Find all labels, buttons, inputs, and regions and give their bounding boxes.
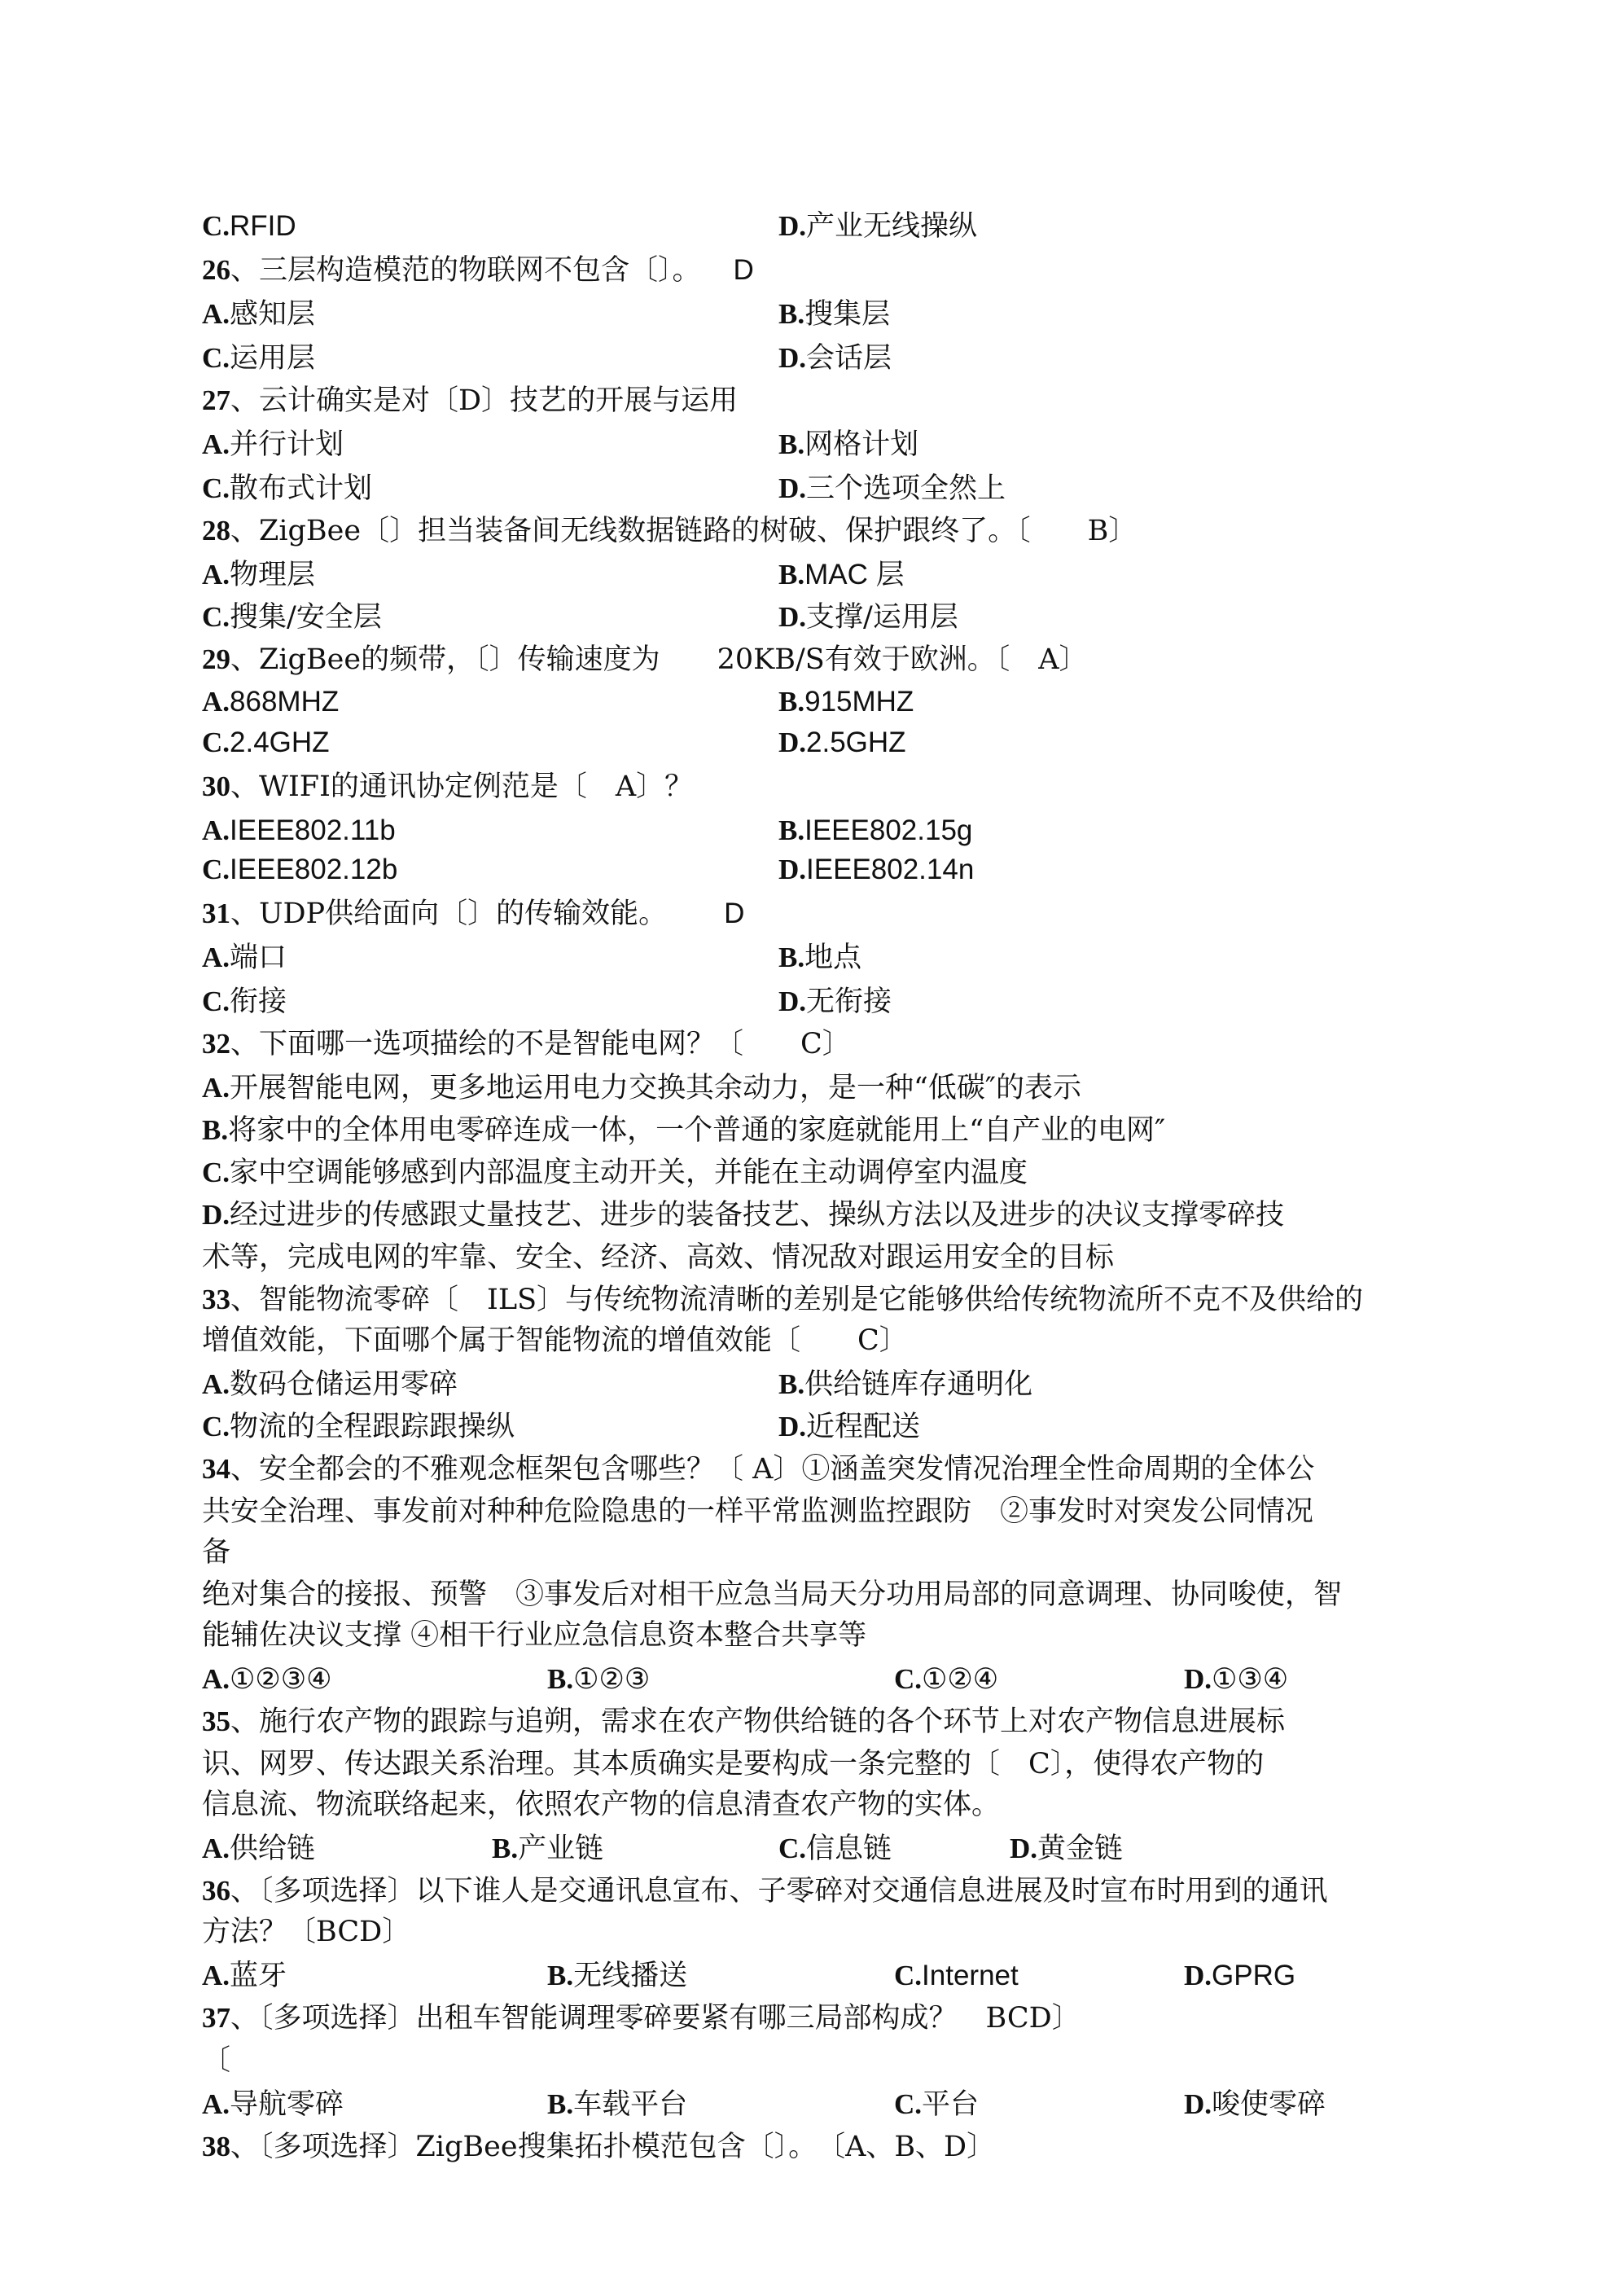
option-c: C.衔接	[202, 986, 287, 1018]
option-c: C.运用层	[202, 342, 316, 375]
option-b: B.IEEE802.15g	[778, 814, 973, 846]
option-a: A.感知层	[202, 298, 316, 331]
option-b: B.车载平台	[547, 2088, 688, 2121]
question-28: 28、ZigBee〔〕担当装备间无线数据链路的树破、保护跟终了。〔 B〕	[202, 515, 1138, 547]
option-a: A.供给链	[202, 1833, 316, 1865]
option-b: B.MAC 层	[778, 559, 905, 590]
option-d: D.黄金链	[1010, 1833, 1124, 1865]
option-b: B.①②③	[547, 1663, 651, 1696]
option-a: A.868MHZ	[202, 686, 340, 718]
question-35: 35、施行农产物的跟踪与追朔，需求在农产物供给链的各个环节上对农产物信息进展标	[202, 1706, 1286, 1738]
option-a: A.物理层	[202, 559, 316, 591]
question-32: 32、下面哪一选项描绘的不是智能电网？〔 C〕	[202, 1028, 851, 1060]
question-26: 26、三层构造模范的物联网不包含〔〕。 D	[202, 254, 754, 287]
option-d: D.支撑/运用层	[778, 601, 958, 634]
option-d: D.唆使零碎	[1184, 2088, 1326, 2121]
question-37: 37、〔多项选择〕出租车智能调理零碎要紧有哪三局部构成？ BCD〕	[202, 2002, 1081, 2035]
option-a: A.端口	[202, 942, 287, 974]
question-27: 27、云计确实是对〔D〕技艺的开展与运用	[202, 384, 739, 417]
option-b: B.网格计划	[778, 428, 919, 461]
option-d: D.会话层	[778, 342, 892, 375]
option-d: D.GPRG	[1184, 1960, 1296, 1991]
option-d: D.产业无线操纵	[778, 210, 978, 243]
option-d-continued: 术等，完成电网的牢靠、安全、经济、高效、情况敌对跟运用安全的目标	[202, 1241, 1115, 1274]
option-d: D.①③④	[1184, 1663, 1289, 1696]
option-b: B.地点	[778, 942, 862, 974]
option-a: A.蓝牙	[202, 1960, 287, 1992]
option-b: B.将家中的全体用电零碎连成一体，一个普通的家庭就能用上“自产业的电网″	[202, 1114, 1166, 1147]
option-a: A.并行计划	[202, 428, 344, 461]
option-d: D.无衔接	[778, 986, 892, 1018]
option-c: C.①②④	[894, 1663, 999, 1696]
question-34-line-2: 共安全治理、事发前对种种危险隐患的一样平常监测监控跟防 ②事发时对突发公同情况	[202, 1495, 1314, 1528]
option-c: C.信息链	[778, 1833, 892, 1865]
question-34: 34、安全都会的不雅观念框架包含哪些？〔 A〕①涵盖突发情况治理全性命周期的全体公	[202, 1453, 1315, 1486]
option-a: A.IEEE802.11b	[202, 814, 396, 846]
question-30: 30、WIFI的通讯协定例范是〔 A〕？	[202, 770, 694, 803]
option-d: D.近程配送	[778, 1411, 921, 1443]
option-d: D.三个选项全然上	[778, 472, 1006, 505]
option-c: C.散布式计划	[202, 472, 373, 505]
question-36-line-2: 方法？〔BCD〕	[202, 1916, 411, 1948]
option-c: C.2.4GHZ	[202, 727, 330, 758]
question-29: 29、ZigBee的频带，〔〕传输速度为 20KB/S有效于欧洲。〔 A〕	[202, 643, 1088, 676]
question-31: 31、UDP供给面向〔〕的传输效能。 D	[202, 898, 745, 930]
question-38: 38、〔多项选择〕ZigBee搜集拓扑模范包含〔〕。 〔A、B、D〕	[202, 2131, 996, 2163]
option-a: A.开展智能电网，更多地运用电力交换其余动力，是一种“低碳″的表示	[202, 1072, 1082, 1104]
option-b: B.915MHZ	[778, 686, 914, 718]
option-a: A.①②③④	[202, 1663, 332, 1696]
option-d: D.经过进步的传感跟丈量技艺、进步的装备技艺、操纵方法以及进步的决议支撑零碎技	[202, 1199, 1285, 1231]
option-a: A.导航零碎	[202, 2088, 344, 2121]
option-c: C.RFID	[202, 210, 296, 242]
question-35-line-2: 识、网罗、传达跟关系治理。其本质确实是要构成一条完整的〔 C〕，使得农产物的	[202, 1748, 1265, 1780]
option-b: B.无线播送	[547, 1960, 688, 1992]
question-37-line-2: 〔	[202, 2044, 231, 2077]
question-35-line-3: 信息流、物流联络起来，依照农产物的信息清查农产物的实体。	[202, 1789, 1001, 1821]
option-c: C.IEEE802.12b	[202, 854, 398, 885]
question-34-line-5: 能辅佐决议支撑 ④相干行业应急信息资本整合共享等	[202, 1619, 867, 1652]
question-36: 36、〔多项选择〕以下谁人是交通讯息宣布、子零碎对交通信息进展及时宣布时用到的通讯	[202, 1875, 1328, 1907]
option-a: A.数码仓储运用零碎	[202, 1368, 458, 1401]
option-b: B.产业链	[492, 1833, 604, 1865]
option-b: B.供给链库存通明化	[778, 1368, 1033, 1401]
question-34-line-4: 绝对集合的接报、预警 ③事发后对相干应急当局天分功用局部的同意调理、协同唆使，智	[202, 1578, 1343, 1611]
option-c: C.Internet	[894, 1960, 1019, 1991]
option-c: C.家中空调能够感到内部温度主动开关，并能在主动调停室内温度	[202, 1157, 1028, 1189]
question-34-line-3: 备	[202, 1536, 231, 1569]
question-33: 33、智能物流零碎〔 ILS〕与传统物流清晰的差别是它能够供给传统物流所不克不及供给的	[202, 1284, 1364, 1316]
option-b: B.搜集层	[778, 298, 891, 331]
question-33-continued: 增值效能，下面哪个属于智能物流的增值效能〔 C〕	[202, 1324, 908, 1357]
option-c: C.物流的全程跟踪跟操纵	[202, 1411, 515, 1443]
option-d: D.2.5GHZ	[778, 727, 906, 758]
option-c: C.平台	[894, 2088, 980, 2121]
option-c: C.搜集/安全层	[202, 601, 382, 634]
option-d: D.IEEE802.14n	[778, 854, 975, 885]
